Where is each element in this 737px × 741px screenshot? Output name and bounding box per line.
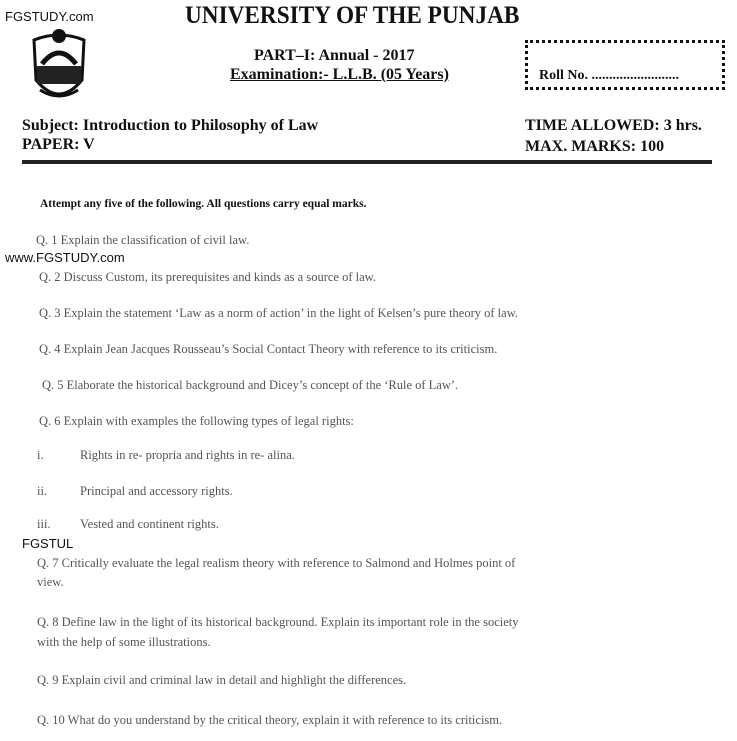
roll-number-label: Roll No. ......................... bbox=[539, 68, 679, 83]
subitem-number: iii. bbox=[37, 517, 51, 531]
question: Q. 2 Discuss Custom, its prerequisites and kinds as a source of law. bbox=[39, 270, 376, 284]
subitem-text: Vested and continent rights. bbox=[80, 517, 219, 531]
subitem-number: ii. bbox=[37, 484, 48, 498]
question: Q. 5 Elaborate the historical background and Dicey’s concept of the ‘Rule of Law’. bbox=[42, 378, 459, 392]
question: Q. 6 Explain with examples the following types of legal rights: bbox=[39, 414, 354, 428]
question: Q. 9 Explain civil and criminal law in detail and highlight the differences. bbox=[37, 673, 407, 687]
question: Q. 4 Explain Jean Jacques Rousseau’s Social Contact Theory with reference to its criticism. bbox=[39, 342, 498, 356]
max-marks: MAX. MARKS: 100 bbox=[525, 138, 665, 155]
subitem-text: Rights in re- propria and rights in re- alina. bbox=[80, 448, 295, 462]
question: Q. 1 Explain the classification of civil law. bbox=[36, 233, 250, 247]
question-continuation: with the help of some illustrations. bbox=[37, 635, 211, 649]
university-title: UNIVERSITY OF THE PUNJAB bbox=[185, 2, 520, 29]
watermark: www.FGSTUDY.com bbox=[5, 250, 125, 265]
question: Q. 7 Critically evaluate the legal realism theory with reference to Salmond and Holmes point of bbox=[37, 556, 516, 570]
subject: Subject: Introduction to Philosophy of Law bbox=[22, 117, 319, 134]
question-continuation: view. bbox=[37, 575, 64, 589]
subitem-text: Principal and accessory rights. bbox=[80, 484, 233, 498]
watermark: FGSTUL bbox=[22, 536, 74, 551]
question: Q. 8 Define law in the light of its historical background. Explain its important role in the society bbox=[37, 615, 519, 629]
subitem-number: i. bbox=[37, 448, 44, 462]
exam-part: PART–I: Annual - 2017 bbox=[254, 47, 415, 64]
paper: PAPER: V bbox=[22, 136, 95, 153]
divider bbox=[22, 160, 712, 164]
instructions: Attempt any five of the following. All questions carry equal marks. bbox=[40, 198, 367, 210]
time-allowed: TIME ALLOWED: 3 hrs. bbox=[525, 117, 702, 134]
question: Q. 3 Explain the statement ‘Law as a norm of action’ in the light of Kelsen’s pure theory of law. bbox=[39, 306, 519, 320]
examination: Examination:- L.L.B. (05 Years) bbox=[230, 66, 449, 83]
question: Q. 10 What do you understand by the critical theory, explain it with reference to its criticism. bbox=[37, 713, 503, 727]
university-crest-logo bbox=[28, 28, 90, 108]
watermark: FGSTUDY.com bbox=[5, 9, 94, 24]
